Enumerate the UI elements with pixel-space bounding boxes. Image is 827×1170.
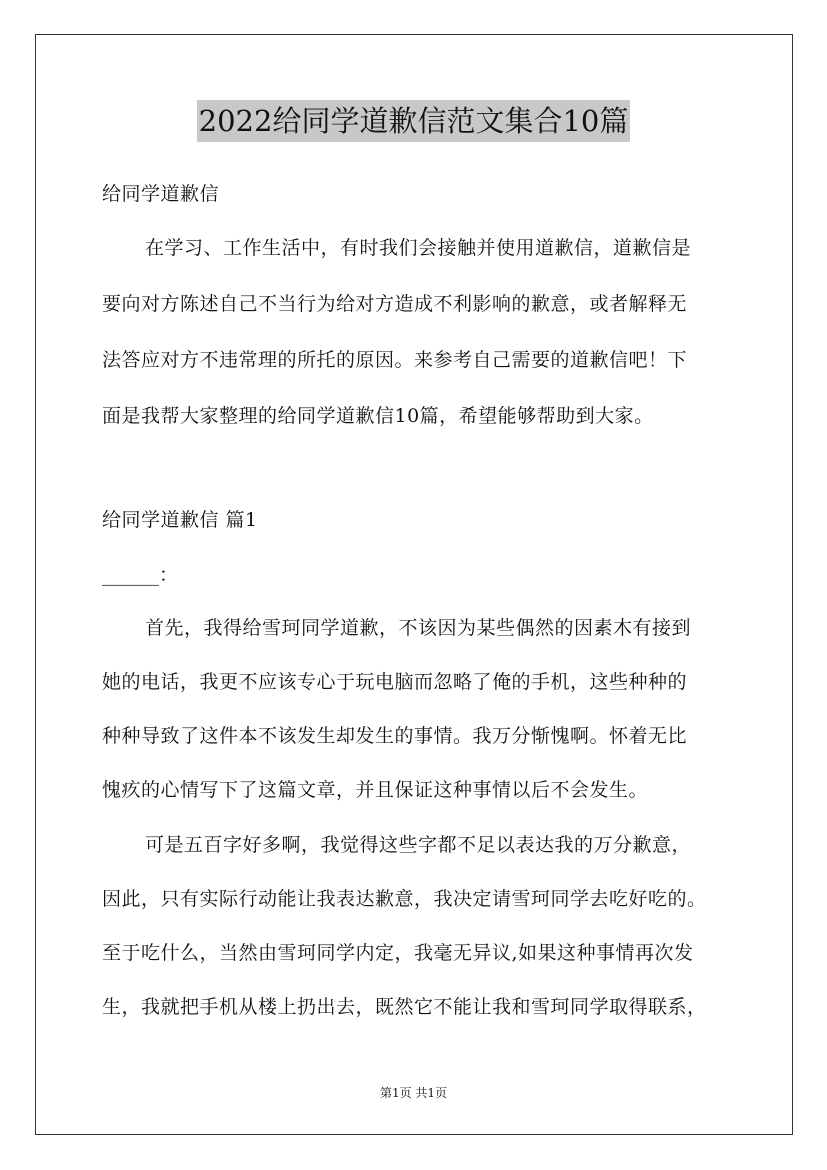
intro-heading: 给同学道歉信 (102, 183, 220, 205)
title-container (0, 100, 827, 142)
intro-line: 在学习、工作生活中，有时我们会接触并使用道歉信，道歉信是 (145, 237, 692, 259)
intro-line: 法答应对方不违常理的所托的原因。来参考自己需要的道歉信吧！下 (102, 349, 688, 371)
page-footer: 第1页 共1页 (379, 1086, 448, 1100)
body-line: 可是五百字好多啊，我觉得这些字都不足以表达我的万分歉意， (145, 834, 692, 856)
body-line: 因此，只有实际行动能让我表达歉意，我决定请雪珂同学去吃好吃的。 (102, 888, 707, 910)
document-title: 2022给同学道歉信范文集合10篇 (197, 100, 631, 142)
intro-line: 要向对方陈述自己不当行为给对方造成不利影响的歉意，或者解释无 (102, 293, 688, 315)
body-line: 种种导致了这件本不该发生却发生的事情。我万分惭愧啊。怀着无比 (102, 725, 688, 747)
intro-line: 面是我帮大家整理的给同学道歉信10篇，希望能够帮助到大家。 (102, 405, 654, 427)
body-line: 首先，我得给雪珂同学道歉，不该因为某些偶然的因素木有接到 (145, 617, 692, 639)
body-line: 生，我就把手机从楼上扔出去，既然它不能让我和雪珂同学取得联系， (102, 996, 707, 1018)
body-line: 愧疚的心情写下了这篇文章，并且保证这种事情以后不会发生。 (102, 779, 649, 801)
section-heading: 给同学道歉信 篇1 (102, 509, 258, 531)
body-line: 至于吃什么，当然由雪珂同学内定，我毫无异议,如果这种事情再次发 (102, 942, 694, 964)
salutation: ______： (102, 564, 179, 586)
body-line: 她的电话，我更不应该专心于玩电脑而忽略了俺的手机，这些种种的 (102, 671, 688, 693)
